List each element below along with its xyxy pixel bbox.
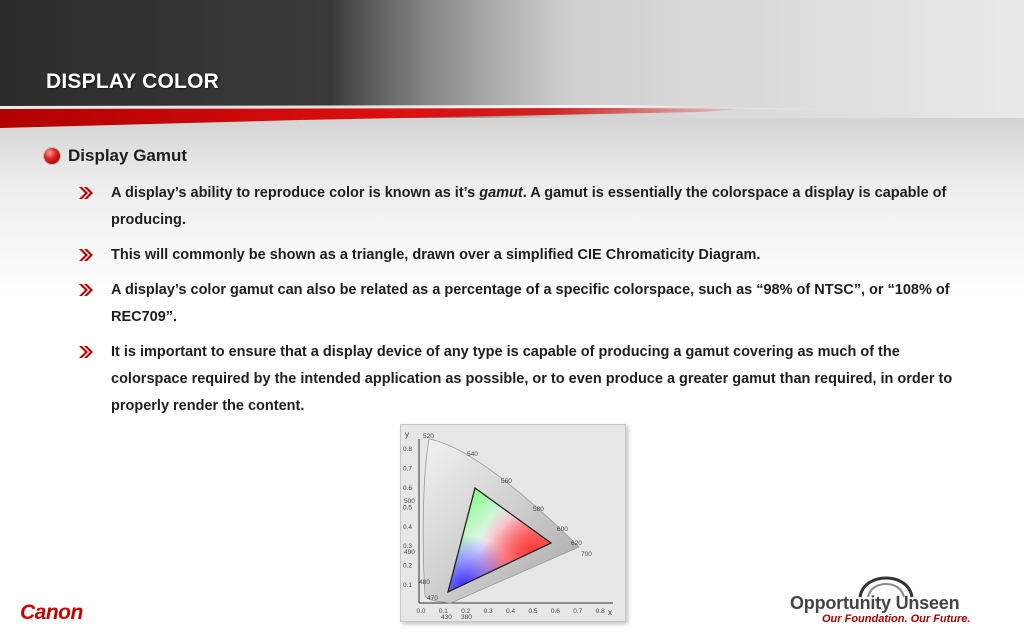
x-tick-label: 0.6 <box>550 608 560 615</box>
y-tick-label: 0.2 <box>403 562 413 570</box>
bullet-text-post: . A gamut is essentially the colorspace a display is capable of producing. <box>111 185 947 228</box>
x-axis-label: x <box>608 608 612 617</box>
bullet-item <box>44 339 974 420</box>
wavelength-label: 490 <box>404 549 415 556</box>
wavelength-label: 500 <box>404 498 415 505</box>
x-tick-label: 0.3 <box>483 608 493 615</box>
wavelength-label: 380 <box>461 614 472 621</box>
double-chevron-icon <box>78 283 94 297</box>
wavelength-label: 560 <box>501 478 512 485</box>
y-axis-label: y <box>405 430 409 439</box>
x-tick-label: 0.0 <box>416 608 426 615</box>
section-heading: Display Gamut <box>68 146 188 165</box>
wavelength-label: 620 <box>571 540 582 547</box>
y-axis-ticks <box>403 446 412 589</box>
x-tick-label: 0.8 <box>595 608 605 615</box>
red-bullet-icon <box>44 148 60 164</box>
logo-name: Opportunity Unseen <box>790 593 960 613</box>
canon-logo: Canon <box>20 601 83 624</box>
double-chevron-icon <box>78 248 94 262</box>
logo-tagline: Our Foundation. Our Future. <box>822 613 971 625</box>
x-tick-label: 0.7 <box>573 608 583 615</box>
cie-chromaticity-diagram <box>400 424 626 622</box>
slide-content <box>44 146 974 428</box>
bullet-item <box>44 180 974 234</box>
y-tick-label: 0.3 <box>403 543 413 551</box>
bullet-item <box>44 277 974 331</box>
y-tick-label: 0.1 <box>403 582 413 589</box>
bullet-text-pre: A display’s ability to reproduce color is known as it’s <box>111 185 480 201</box>
x-tick-label: 0.2 <box>461 608 471 615</box>
slide-title: DISPLAY COLOR <box>46 70 219 93</box>
wavelength-label: 700 <box>581 551 592 558</box>
wavelength-label: 580 <box>533 506 544 513</box>
y-tick-label: 0.8 <box>403 446 413 454</box>
wavelength-label: 480 <box>419 579 430 586</box>
y-tick-label: 0.7 <box>403 465 413 473</box>
wavelength-label: 520 <box>423 433 434 440</box>
wavelength-label: 470 <box>427 595 438 602</box>
wavelength-label: 600 <box>557 526 568 533</box>
double-chevron-icon <box>78 345 94 359</box>
y-tick-label: 0.6 <box>403 485 413 492</box>
bullet-text-em: gamut <box>479 185 523 201</box>
bullet-text: It is important to ensure that a display device of any type is capable of producing a gamut covering as much of the colorspace required by the intended application as possible, or to even produce a greater gamut than required, in order to properly render the content. <box>111 344 953 414</box>
wavelength-label: 430 <box>441 614 452 621</box>
bullet-item <box>44 242 974 269</box>
y-tick-label: 0.5 <box>403 504 413 512</box>
bullet-text: A display’s color gamut can also be related as a percentage of a specific colorspace, such as “98% of NTSC”, or “108% of REC709”. <box>111 282 950 325</box>
y-tick-label: 0.4 <box>403 523 413 531</box>
heading-bullet <box>44 146 974 166</box>
x-tick-label: 0.4 <box>506 608 516 615</box>
wavelength-label: 540 <box>467 451 478 458</box>
cie-diagram-svg <box>401 425 625 621</box>
double-chevron-icon <box>78 186 94 200</box>
bullet-text: This will commonly be shown as a triangle, drawn over a simplified CIE Chromaticity Diagram. <box>111 247 761 263</box>
opportunity-unseen-logo <box>788 576 988 626</box>
x-tick-label: 0.5 <box>528 608 538 615</box>
x-tick-label: 0.1 <box>438 608 448 615</box>
